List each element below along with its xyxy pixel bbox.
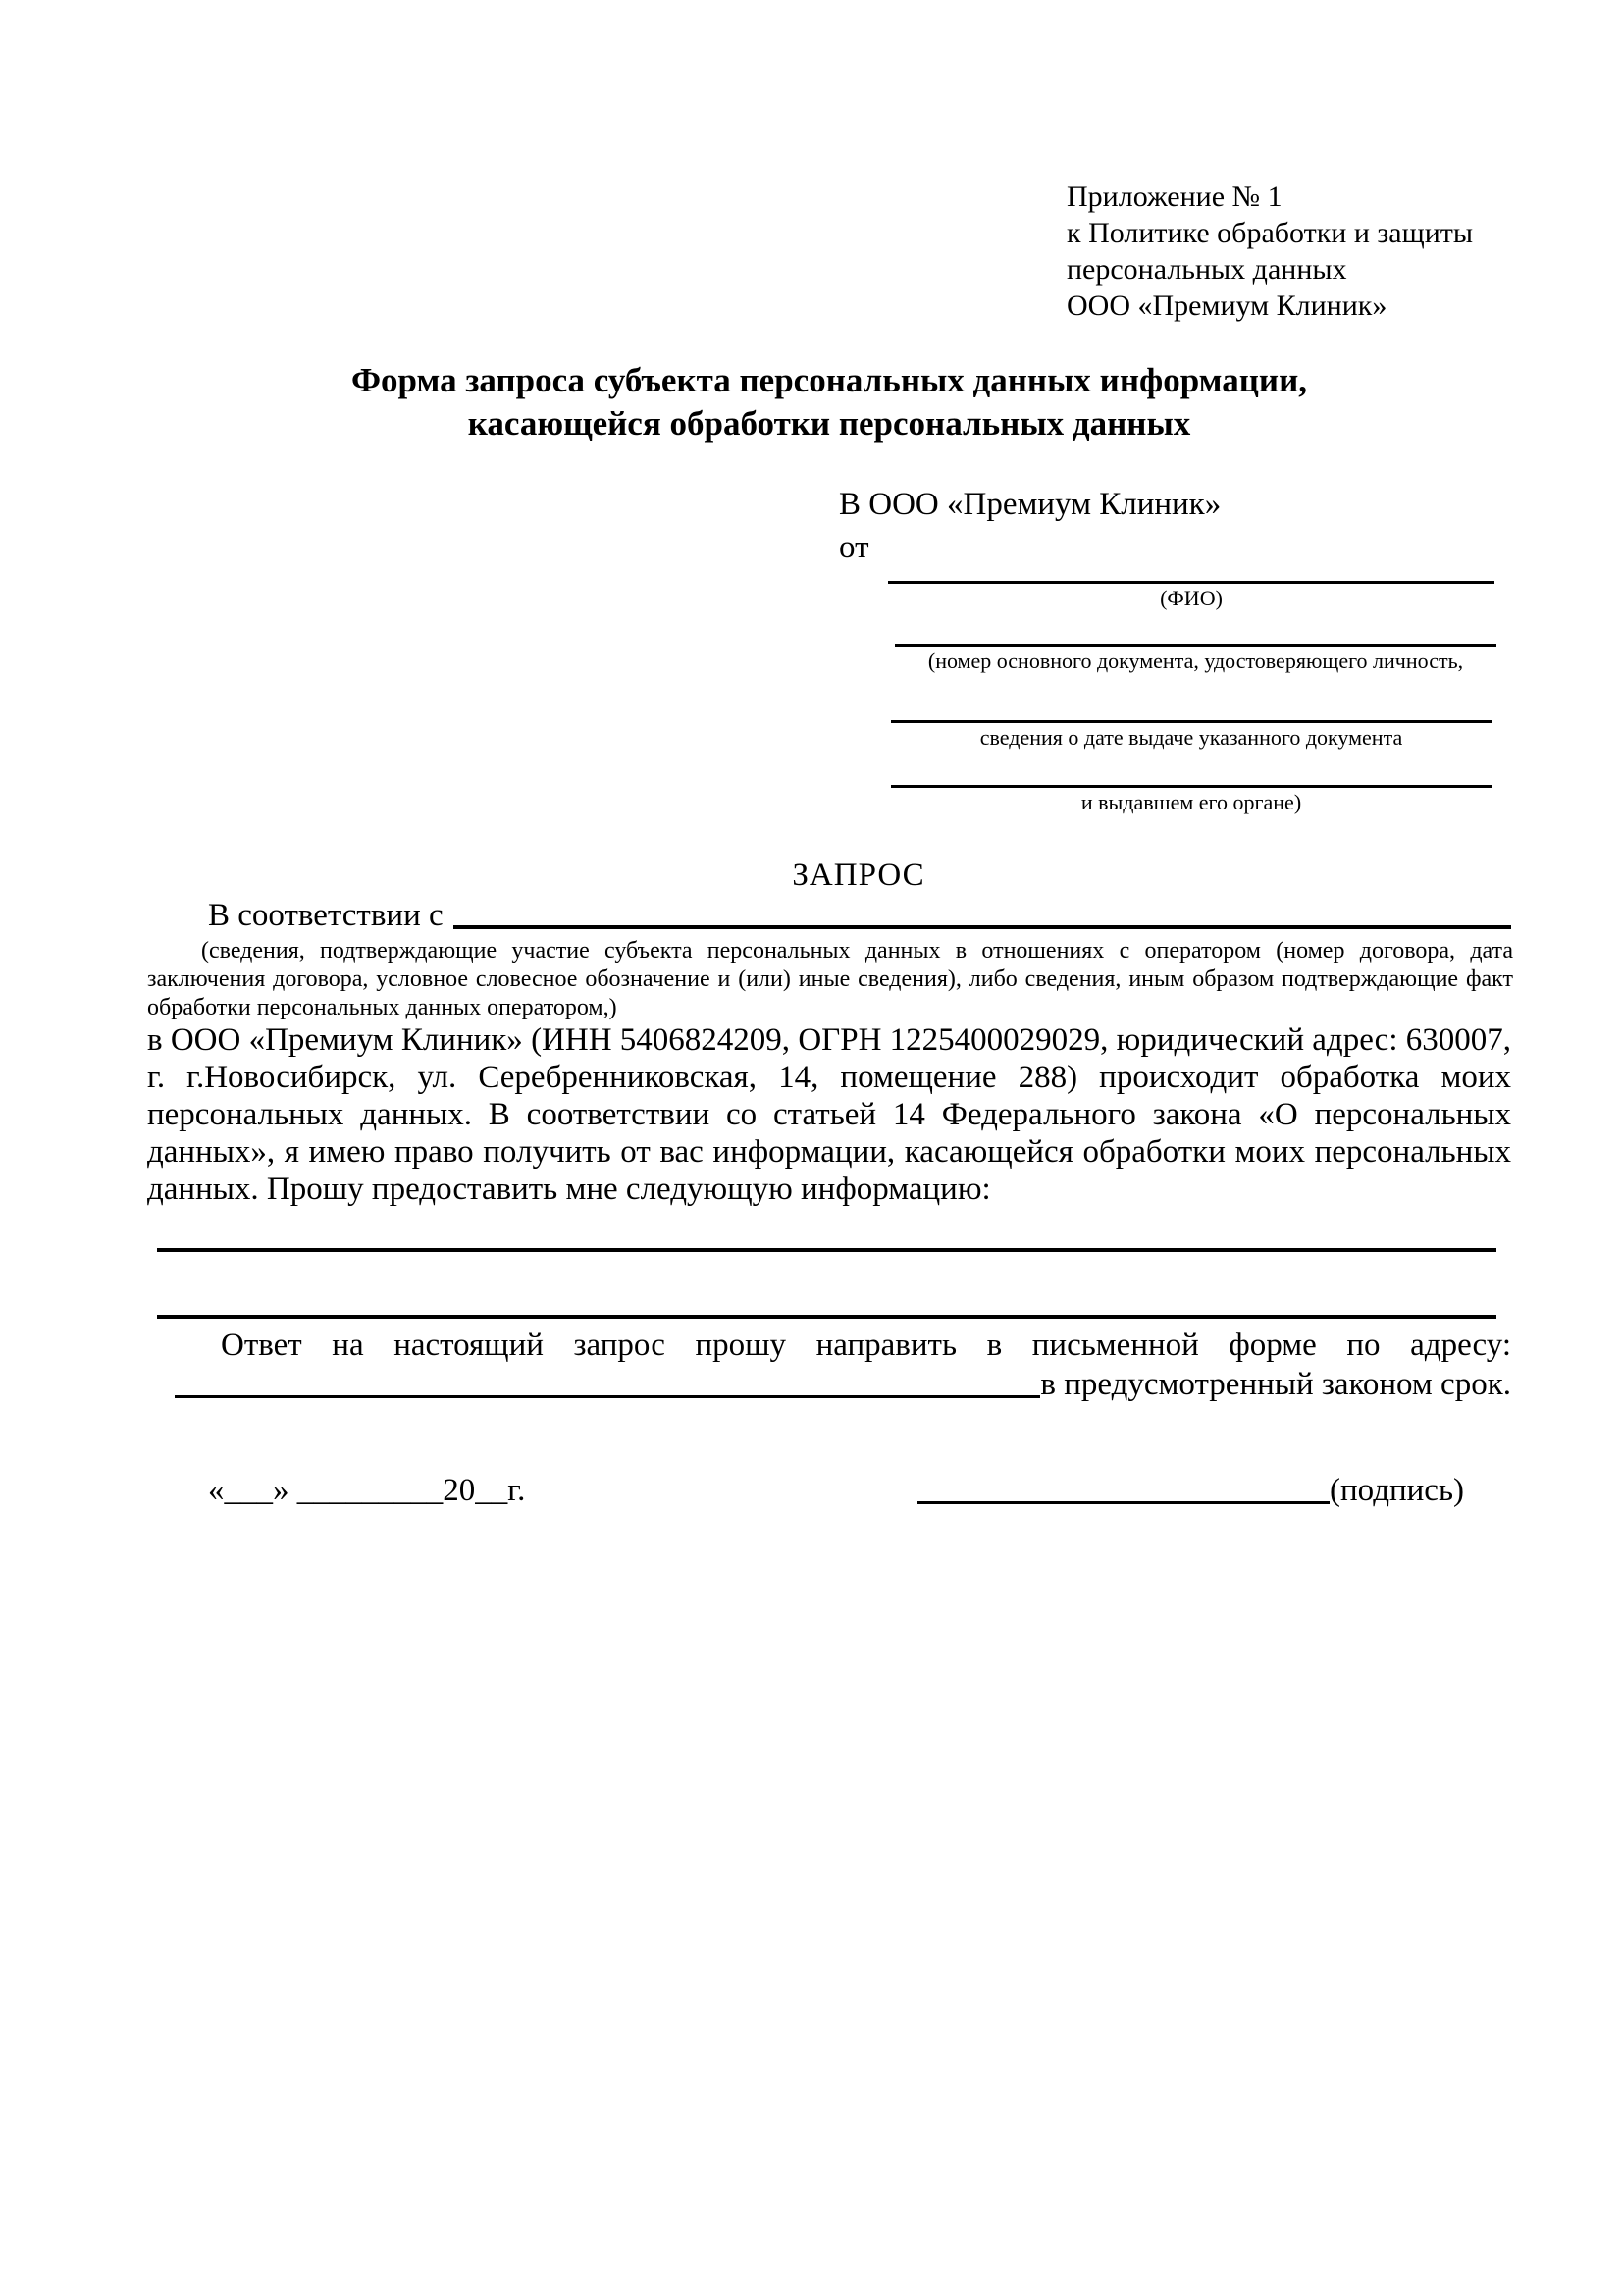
date-signature-row (147, 1466, 1511, 1509)
lead-text: В соответствии с (208, 898, 444, 933)
document-number-blank-line (895, 612, 1496, 647)
signature-area (917, 1473, 1464, 1509)
requested-info-blank-line-1 (157, 1226, 1496, 1252)
lead-line (147, 895, 1511, 934)
request-body-paragraph: в ООО «Премиум Клиник» (ИНН 5406824209, ОГРН 1225400029029, юридический адрес: 630007, г. г.Новосибирск, ул. Серебренниковская, 14, помещение 288) происходит обработка моих персональных данных. В соответствии со статьей 14 Федерального закона «О персональных данных», я имею право получить от вас информации, касающейся обработки моих персональных данных. Прошу предоставить мне следующую информацию: (147, 1022, 1511, 1207)
requested-info-blank-line-2 (157, 1293, 1496, 1319)
issue-date-blank-line (891, 689, 1492, 723)
signature-caption: (подпись) (1330, 1473, 1464, 1508)
fio-caption: (ФИО) (1160, 586, 1223, 610)
reply-address-line (147, 1364, 1511, 1403)
fio-blank-line (888, 549, 1494, 584)
reply-clause: Ответ на настоящий запрос прошу направить в письменной форме по адресу: (221, 1328, 1511, 1363)
lead-footnote: (сведения, подтверждающие участие субъекта персональных данных в отношениях с оператором (номер договора, дата заключения договора, условное словесное обозначение и (или) иные сведения), либо сведения, иным образом подтверждающие факт обработки персональных данных оператором,) (147, 938, 1513, 1020)
lead-blank-line (453, 925, 1511, 929)
signature-blank-line (917, 1501, 1330, 1504)
document-number-caption: (номер основного документа, удостоверяющего личность, (927, 649, 1464, 673)
annex-line-4: ООО «Премиум Клиник» (1067, 289, 1387, 322)
addressee-from: от (839, 530, 869, 565)
annex-block (1067, 179, 1473, 324)
annex-line-1: Приложение № 1 (1067, 181, 1283, 213)
issuer-caption: и выдавшем его органе) (1080, 790, 1302, 814)
reply-clause-tail: в предусмотренный законом срок. (1040, 1367, 1511, 1402)
title-line-1: Форма запроса субъекта персональных данных информации, (350, 361, 1308, 399)
annex-line-3: персональных данных (1067, 253, 1347, 286)
title-line-2: касающейся обработки персональных данных (467, 404, 1191, 443)
address-blank-line (175, 1395, 1040, 1398)
addressee-to: В ООО «Премиум Клиник» (839, 487, 1222, 522)
issue-date-caption: сведения о дате выдаче указанного документа (979, 725, 1403, 750)
issuer-blank-line (891, 754, 1492, 788)
annex-line-2: к Политике обработки и защиты (1067, 217, 1474, 249)
request-heading: ЗАПРОС (792, 858, 925, 893)
date-blank: «___» _________20__г. (208, 1473, 526, 1508)
document-title (147, 359, 1511, 445)
